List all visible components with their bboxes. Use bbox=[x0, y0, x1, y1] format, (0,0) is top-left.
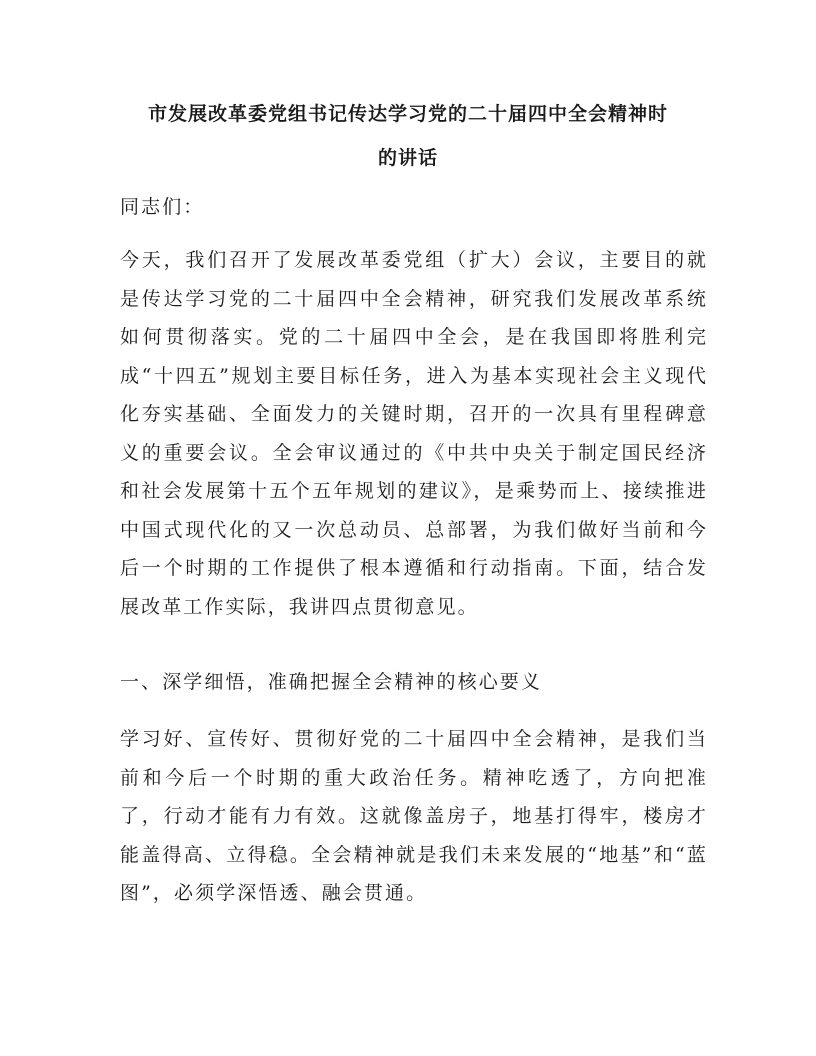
document-title bbox=[120, 92, 696, 180]
title-line-1: 市发展改革委党组书记传达学习党的二十届四中全会精神时 bbox=[147, 103, 668, 125]
greeting: 同志们： bbox=[120, 196, 205, 218]
section-paragraph: 学习好、宣传好、贯彻好党的二十届四中全会精神，是我们当前和今后一个时期的重大政治任务。精神吃透了，方向把准了，行动才能有力有效。这就像盖房子，地基打得牢，楼房才能盖得高、立得稳。全会精神就是我们未来发展的“地基”和“蓝图”，必须学深悟透、融会贯通。 bbox=[120, 728, 708, 904]
intro-paragraph: 今天，我们召开了发展改革委党组（扩大）会议，主要目的就是传达学习党的二十届四中全会精神，研究我们发展改革系统如何贯彻落实。党的二十届四中全会，是在我国即将胜利完成“十四五”规划主要目标任务，进入为基本实现社会主义现代化夯实基础、全面发力的关键时期，召开的一次具有里程碑意义的重要会议。全会审议通过的《中共中央关于制定国民经济和社会发展第十五个五年规划的建议》，是乘势而上、接续推进中国式现代化的又一次总动员、总部署，为我们做好当前和今后一个时期的工作提供了根本遵循和行动指南。下面，结合发展改革工作实际，我讲四点贯彻意见。 bbox=[120, 249, 708, 618]
section-heading: 一、深学细悟，准确把握全会精神的核心要义 bbox=[120, 671, 543, 693]
title-line-2: 的讲话 bbox=[377, 147, 438, 169]
